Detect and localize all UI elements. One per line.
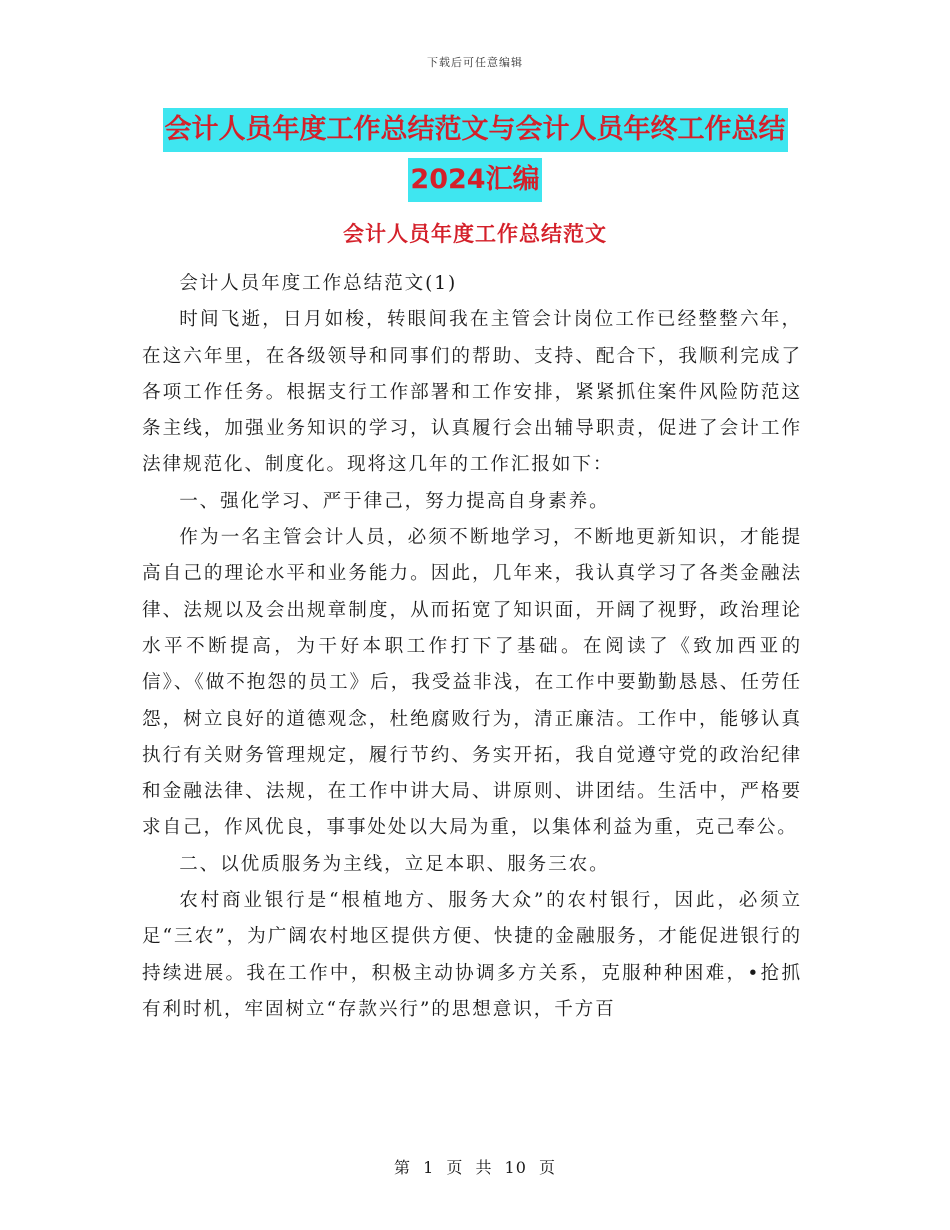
page-header-note: 下载后可任意编辑	[427, 56, 523, 69]
document-body	[142, 266, 802, 1028]
document-title-line-2: 2024汇编	[408, 158, 541, 202]
section-heading: 会计人员年度工作总结范文	[343, 222, 607, 246]
paragraph-service: 农村商业银行是“根植地方、服务大众”的农村银行，因此，必须立足“三农”，为广阔农村地区提供方便、快捷的金融服务，才能促进银行的持续进展。我在工作中，积极主动协调多方关系，克服种种困难，•抢抓有利时机，牢固树立“存款兴行”的思想意识，千方百	[142, 890, 802, 1020]
paragraph-heading-1: 一、强化学习、严于律己，努力提高自身素养。	[179, 490, 610, 512]
document-title-line-1: 会计人员年度工作总结范文与会计人员年终工作总结	[163, 108, 788, 152]
paragraph-heading-2: 二、以优质服务为主线，立足本职、服务三农。	[179, 853, 610, 875]
paragraph-subtitle: 会计人员年度工作总结范文(1)	[179, 273, 458, 294]
document-title	[140, 108, 810, 208]
paragraph-intro: 时间飞逝，日月如梭，转眼间我在主管会计岗位工作已经整整六年，在这六年里，在各级领导和同事们的帮助、支持、配合下，我顺利完成了各项工作任务。根据支行工作部署和工作安排，紧紧抓住案件风险防范这条主线，加强业务知识的学习，认真履行会出辅导职责，促进了会计工作法律规范化、制度化。现将这几年的工作汇报如下：	[142, 309, 802, 476]
page-footer-number: 第 1 页 共 10 页	[394, 1158, 556, 1177]
paragraph-learning: 作为一名主管会计人员，必须不断地学习，不断地更新知识，才能提高自己的理论水平和业务能力。因此，几年来，我认真学习了各类金融法律、法规以及会出规章制度，从而拓宽了知识面，开阔了视野，政治理论水平不断提高，为干好本职工作打下了基础。在阅读了《致加西亚的信》、《做不抱怨的员工》后，我受益非浅，在工作中要勤勤恳恳、任劳任怨，树立良好的道德观念，杜绝腐败行为，清正廉洁。工作中，能够认真执行有关财务管理规定，履行节约、务实开拓，我自觉遵守党的政治纪律和金融法律、法规，在工作中讲大局、讲原则、讲团结。生活中，严格要求自己，作风优良，事事处处以大局为重，以集体利益为重，克己奉公。	[142, 527, 802, 839]
